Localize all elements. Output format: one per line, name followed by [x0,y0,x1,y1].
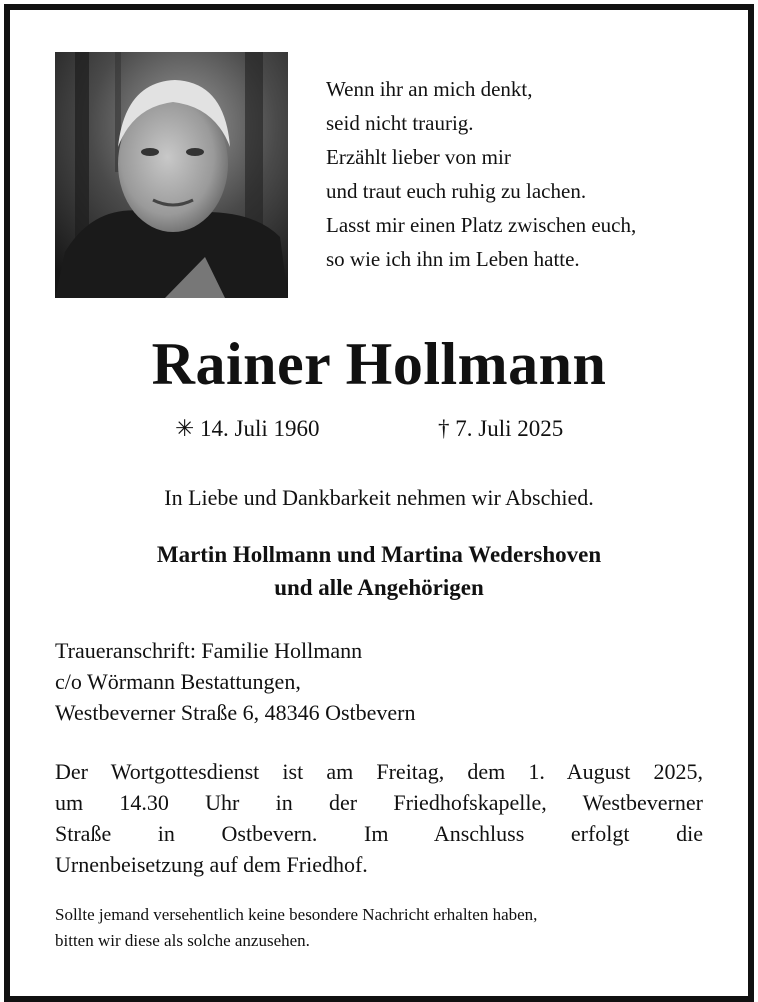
notification-note [55,902,705,954]
note-line: bitten wir diese als solche anzusehen. [55,931,310,950]
poem [326,72,636,276]
service-line: um 14.30 Uhr in der Friedhofskapelle, Westbeverner [55,790,703,815]
mourning-address [55,635,416,728]
service-info [55,756,703,880]
death-date: † 7. Juli 2025 [438,416,564,441]
service-line: Der Wortgottesdienst ist am Freitag, dem 1. August 2025, [55,759,703,784]
poem-line: Erzählt lieber von mir [326,145,511,169]
farewell-text: In Liebe und Dankbarkeit nehmen wir Abschied. [164,485,594,510]
portrait-photo [55,52,288,298]
birth-date: ✳ 14. Juli 1960 [175,416,320,441]
poem-line: so wie ich ihn im Leben hatte. [326,247,580,271]
address-line: c/o Wörmann Bestattungen, [55,669,301,694]
mourners [0,538,758,604]
poem-line: seid nicht traurig. [326,111,474,135]
poem-line: und traut euch ruhig zu lachen. [326,179,587,203]
address-line: Westbeverner Straße 6, 48346 Ostbevern [55,700,416,725]
poem-line: Lasst mir einen Platz zwischen euch, [326,213,637,237]
service-line: Straße in Ostbevern. Im Anschluss erfolgt die [55,821,703,846]
service-line: Urnenbeisetzung auf dem Friedhof. [55,852,368,877]
mourners-line: und alle Angehörigen [274,575,484,600]
poem-line: Wenn ihr an mich denkt, [326,77,533,101]
deceased-name: Rainer Hollmann [151,331,607,397]
note-line: Sollte jemand versehentlich keine besondere Nachricht erhalten haben, [55,905,538,924]
address-line: Traueranschrift: Familie Hollmann [55,638,363,663]
mourners-line: Martin Hollmann und Martina Wedershoven [156,542,602,567]
